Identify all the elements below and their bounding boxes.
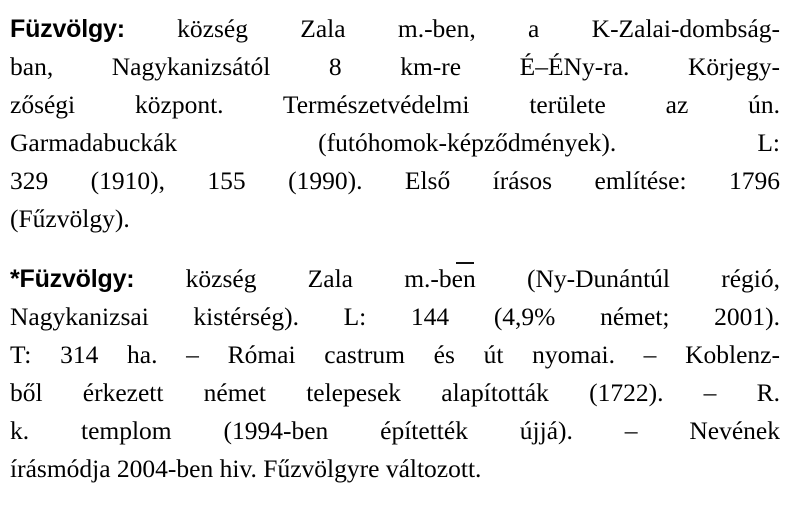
entry-1-body [10,10,780,238]
entry-1-line-5: 329 (1910), 155 (1990). Első írásos említése: 1796 [10,166,780,195]
page-artifact-mark [456,262,474,264]
entry-1-line-2: ban, Nagykanizsától 8 km-re É–ÉNy-ra. Körjegy- [10,52,780,81]
entry-2-line-5: k. templom (1994-ben építették újjá). – Nevének [10,416,780,445]
entry-2-line-4: ből érkezett német telepesek alapították (1722). – R. [10,378,780,407]
entry-2-line-2: Nagykanizsai kistérség). L: 144 (4,9% német; 2001). [10,302,780,331]
entry-2-headword: *Füzvölgy: [10,265,135,293]
dictionary-entry-1 [10,10,780,238]
entry-1-line-4: Garmadabuckák (futóhomok-képződmények). L: [10,128,780,157]
entry-1-line-3: zőségi központ. Természetvédelmi területe az ún. [10,90,780,119]
entry-2-line-1 [10,260,780,298]
dictionary-entry-2 [10,260,780,488]
entry-1-line-1-text: község Zala m.-ben, a K-Zalai-dombság- [177,14,781,43]
entry-1-line-1 [10,10,780,48]
entry-2-line-6: írásmódja 2004-ben hiv. Fűzvölgyre változott. [10,454,482,483]
entry-1-line-6: (Fűzvölgy). [10,204,130,233]
entry-2-body [10,260,780,488]
entry-1-headword: Füzvölgy: [10,15,125,43]
entry-2-line-3: T: 314 ha. – Római castrum és út nyomai. – Koblenz- [10,340,780,369]
entry-2-line-1-text: község Zala m.-ben (Ny-Dunántúl régió, [185,264,781,293]
